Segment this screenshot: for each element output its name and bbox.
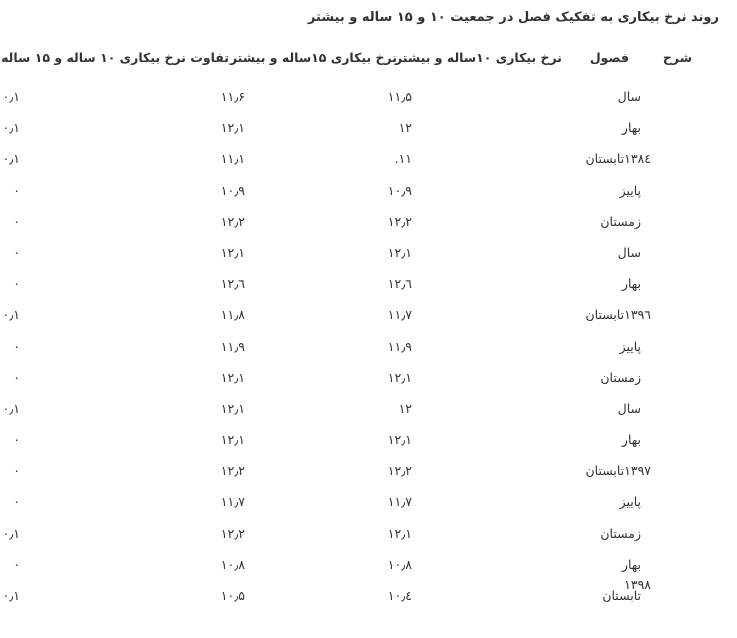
cell-rate-10: ۱۱. bbox=[394, 151, 412, 167]
cell-season: پاییز bbox=[619, 494, 641, 510]
cell-difference: ۰٫۱ bbox=[2, 120, 20, 136]
cell-rate-10: ۱۲٫۲ bbox=[387, 213, 412, 229]
table-row bbox=[0, 245, 737, 276]
cell-difference: ۰ bbox=[13, 182, 20, 198]
header-fasl: فصول bbox=[589, 50, 629, 65]
cell-rate-10: ۱۲ bbox=[398, 400, 412, 416]
cell-season: زمستان bbox=[600, 525, 641, 541]
cell-rate-10: ۱۱٫۹ bbox=[387, 338, 412, 354]
table-row bbox=[0, 307, 737, 338]
cell-rate-15: ۱۲٫۲ bbox=[220, 525, 245, 541]
table-body bbox=[0, 89, 737, 619]
cell-season: سال bbox=[617, 89, 641, 104]
cell-season: بهار bbox=[621, 120, 641, 136]
table-row bbox=[0, 339, 737, 370]
cell-rate-15: ۱۰٫۹ bbox=[220, 182, 245, 198]
table-row bbox=[0, 370, 737, 401]
table-row bbox=[0, 89, 737, 120]
cell-difference: ۰ bbox=[13, 556, 20, 572]
cell-rate-15: ۱۱٫۷ bbox=[220, 494, 245, 510]
table-row bbox=[0, 120, 737, 151]
cell-rate-10: ۱۲٫۱ bbox=[387, 432, 412, 448]
cell-difference: ۰٫۱ bbox=[2, 525, 20, 541]
cell-difference: ۰ bbox=[13, 338, 20, 354]
cell-difference: ۰ bbox=[13, 369, 20, 385]
cell-rate-15: ۱۲٫۱ bbox=[220, 432, 245, 448]
cell-season: پاییز bbox=[619, 338, 641, 354]
cell-rate-15: ۱۰٫۸ bbox=[220, 556, 245, 572]
cell-season: ۱۳۹۷تابستان bbox=[585, 463, 651, 479]
cell-season: بهار bbox=[621, 276, 641, 292]
year-label-1398: ۱۳۹۸ bbox=[624, 577, 651, 592]
cell-season: بهار bbox=[621, 432, 641, 448]
cell-rate-15: ۱۲٫۲ bbox=[220, 213, 245, 229]
table-row bbox=[0, 401, 737, 432]
cell-rate-10: ۱۲٫٦ bbox=[387, 276, 412, 292]
cell-rate-10: ۱۱٫۵ bbox=[387, 89, 412, 104]
cell-season: پاییز bbox=[619, 182, 641, 198]
cell-rate-10: ۱۲٫۱ bbox=[387, 244, 412, 260]
table-row bbox=[0, 494, 737, 525]
cell-rate-10: ۱۲٫۱ bbox=[387, 369, 412, 385]
table-title: روند نرخ بیکاری به تفکیک فصل در جمعیت ۱۰ و ۱۵ ساله و بیشتر bbox=[307, 10, 719, 25]
cell-difference: ۰ bbox=[13, 276, 20, 292]
cell-rate-15: ۱۱٫۶ bbox=[220, 89, 245, 104]
cell-rate-15: ۱۲٫۲ bbox=[220, 463, 245, 479]
cell-difference: ۰ bbox=[13, 244, 20, 260]
cell-difference: ۰٫۱ bbox=[2, 307, 20, 323]
cell-rate-10: ۱۱٫۷ bbox=[387, 494, 412, 510]
table-row bbox=[0, 276, 737, 307]
table-row bbox=[0, 183, 737, 214]
cell-difference: ۰٫۱ bbox=[2, 400, 20, 416]
cell-rate-15: ۱۱٫۹ bbox=[220, 338, 245, 354]
table-row bbox=[0, 432, 737, 463]
cell-rate-10: ۱۲ bbox=[398, 120, 412, 136]
cell-rate-10: ۱۰٫۹ bbox=[387, 182, 412, 198]
header-difference: تفاوت نرخ بیکاری ۱۰ ساله و ۱۵ ساله bbox=[1, 50, 229, 65]
table-row bbox=[0, 151, 737, 182]
cell-season: سال bbox=[617, 400, 641, 416]
cell-rate-15: ۱۱٫۸ bbox=[220, 307, 245, 323]
cell-rate-10: ۱۰٫۸ bbox=[387, 556, 412, 572]
cell-season: بهار bbox=[621, 556, 641, 572]
header-sharh: شرح bbox=[662, 50, 692, 65]
cell-difference: ۰ bbox=[13, 213, 20, 229]
cell-season: ۱۳۸٤تابستان bbox=[585, 151, 651, 167]
cell-rate-10: ۱۱٫۷ bbox=[387, 307, 412, 323]
cell-rate-10: ۱۰٫٤ bbox=[387, 588, 412, 603]
cell-rate-15: ۱۲٫۱ bbox=[220, 400, 245, 416]
table-row bbox=[0, 588, 737, 619]
cell-season: تابستان bbox=[602, 588, 641, 603]
cell-difference: ۰ bbox=[13, 432, 20, 448]
cell-rate-15: ۱۲٫٦ bbox=[220, 276, 245, 292]
cell-difference: ۰٫۱ bbox=[2, 89, 20, 104]
cell-season: زمستان bbox=[600, 213, 641, 229]
cell-rate-15: ۱۰٫۵ bbox=[220, 588, 245, 603]
cell-rate-10: ۱۲٫۲ bbox=[387, 463, 412, 479]
cell-difference: ۰٫۱ bbox=[2, 151, 20, 167]
cell-difference: ۰ bbox=[13, 494, 20, 510]
cell-season: سال bbox=[617, 244, 641, 260]
cell-difference: ۰ bbox=[13, 463, 20, 479]
cell-rate-15: ۱۲٫۱ bbox=[220, 120, 245, 136]
table-row bbox=[0, 214, 737, 245]
table-header bbox=[0, 50, 737, 72]
cell-season: ۱۳۹٦تابستان bbox=[585, 307, 651, 323]
cell-rate-15: ۱۲٫۱ bbox=[220, 369, 245, 385]
header-rate-15: نرخ بیکاری ۱۵ساله و بیشتر bbox=[230, 50, 397, 65]
cell-rate-15: ۱۱٫۱ bbox=[220, 151, 245, 167]
cell-season: زمستان bbox=[600, 369, 641, 385]
cell-difference: ۰٫۱ bbox=[2, 588, 20, 603]
cell-rate-10: ۱۲٫۱ bbox=[387, 525, 412, 541]
cell-rate-15: ۱۲٫۱ bbox=[220, 244, 245, 260]
table-row bbox=[0, 463, 737, 494]
header-rate-10: نرخ بیکاری ۱۰ساله و بیشتر bbox=[395, 50, 562, 65]
table-row bbox=[0, 526, 737, 557]
